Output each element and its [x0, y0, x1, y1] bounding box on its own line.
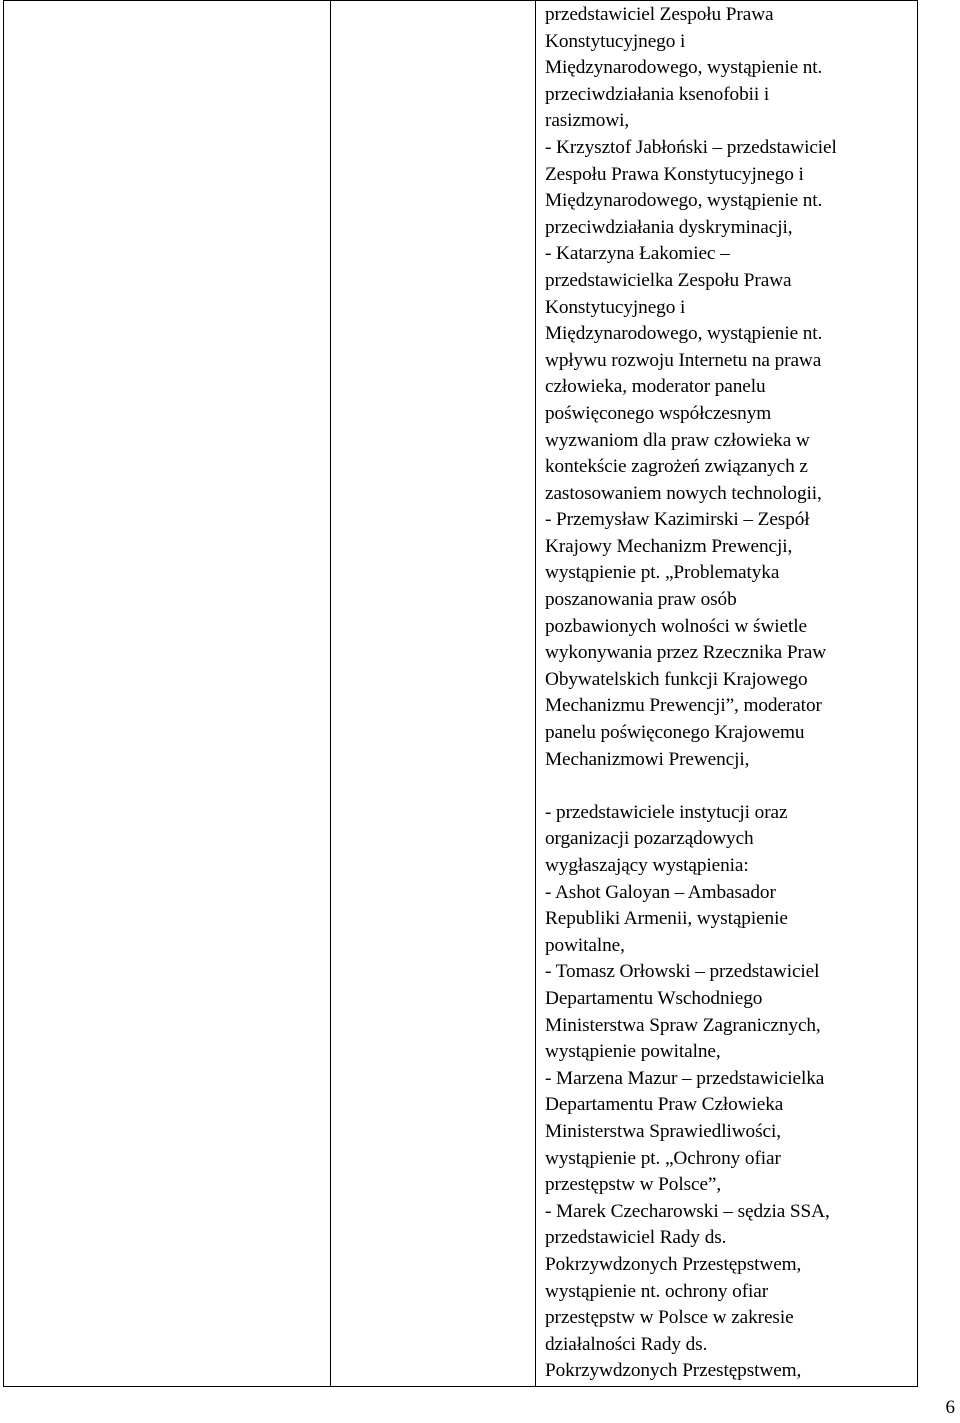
table [3, 0, 918, 1387]
text-line: - przedstawiciele instytucji oraz [545, 801, 788, 823]
text-line: Konstytucyjnego i [545, 296, 686, 318]
text-line: wystąpienie nt. ochrony ofiar [545, 1280, 769, 1302]
table-column-3 [536, 1, 917, 1386]
text-line: Departamentu Wschodniego [545, 987, 763, 1009]
text-line: przeciwdziałania ksenofobii i [545, 83, 770, 105]
text-line: działalności Rady ds. [545, 1333, 708, 1355]
text-line: Obywatelskich funkcji Krajowego [545, 668, 808, 690]
text-line: wpływu rozwoju Internetu na prawa [545, 349, 822, 371]
paragraph-gap [545, 773, 911, 800]
text-line: przedstawiciel Zespołu Prawa [545, 4, 774, 25]
text-line: Mechanizmu Prewencji”, moderator [545, 695, 822, 717]
text-line: przestępstw w Polsce”, [545, 1174, 722, 1196]
text-line: człowieka, moderator panelu [545, 376, 766, 398]
text-line: - Tomasz Orłowski – przedstawiciel [545, 961, 820, 983]
text-block-speakers-institutions [545, 800, 911, 1385]
text-line: Departamentu Praw Człowieka [545, 1094, 784, 1116]
text-block-speakers-team [545, 2, 911, 773]
text-line: poświęconego współczesnym [545, 402, 772, 424]
text-line: kontekście zagrożeń związanych z [545, 456, 808, 478]
table-column-1 [4, 1, 331, 1386]
text-line: panelu poświęconego Krajowemu [545, 722, 805, 744]
text-line: Ministerstwa Sprawiedliwości, [545, 1120, 781, 1142]
text-line: Krajowy Mechanizm Prewencji, [545, 535, 793, 557]
text-line: przedstawiciel Rady ds. [545, 1227, 727, 1249]
text-line: przedstawicielka Zespołu Prawa [545, 269, 792, 291]
text-line: - Krzysztof Jabłoński – przedstawiciel [545, 136, 837, 158]
text-line: - Marzena Mazur – przedstawicielka [545, 1067, 825, 1089]
text-line: - Marek Czecharowski – sędzia SSA, [545, 1200, 830, 1222]
text-line: - Przemysław Kazimirski – Zespół [545, 509, 810, 531]
page-number: 6 [945, 1397, 955, 1418]
text-line: - Katarzyna Łakomiec – [545, 243, 730, 265]
text-line: wykonywania przez Rzecznika Praw [545, 642, 827, 664]
text-line: Międzynarodowego, wystąpienie nt. [545, 323, 823, 345]
text-line: Ministerstwa Spraw Zagranicznych, [545, 1014, 821, 1036]
text-line: wystąpienie pt. „Problematyka [545, 562, 780, 584]
text-line: Zespołu Prawa Konstytucyjnego i [545, 163, 804, 185]
text-line: rasizmowi, [545, 110, 630, 132]
text-line: przeciwdziałania dyskryminacji, [545, 216, 793, 238]
text-line: wystąpienie pt. „Ochrony ofiar [545, 1147, 781, 1169]
text-line: wyzwaniom dla praw człowieka w [545, 429, 810, 451]
text-line: organizacji pozarządowych [545, 828, 754, 850]
text-line: Pokrzywdzonych Przestępstwem, [545, 1360, 802, 1382]
text-line: wystąpienie powitalne, [545, 1041, 721, 1063]
text-line: wygłaszający wystąpienia: [545, 855, 749, 876]
text-line: poszanowania praw osób [545, 589, 737, 611]
text-line: Konstytucyjnego i [545, 30, 686, 52]
text-line: Pokrzywdzonych Przestępstwem, [545, 1253, 802, 1275]
text-line: Mechanizmowi Prewencji, [545, 748, 750, 770]
text-line: - Ashot Galoyan – Ambasador [545, 881, 776, 903]
text-line: pozbawionych wolności w świetle [545, 615, 807, 637]
text-line: zastosowaniem nowych technologii, [545, 482, 822, 504]
text-line: Republiki Armenii, wystąpienie [545, 908, 788, 930]
text-line: przestępstw w Polsce w zakresie [545, 1307, 794, 1329]
text-line: Międzynarodowego, wystąpienie nt. [545, 57, 823, 79]
table-column-2 [331, 1, 536, 1386]
text-line: powitalne, [545, 934, 625, 956]
text-line: Międzynarodowego, wystąpienie nt. [545, 190, 823, 212]
